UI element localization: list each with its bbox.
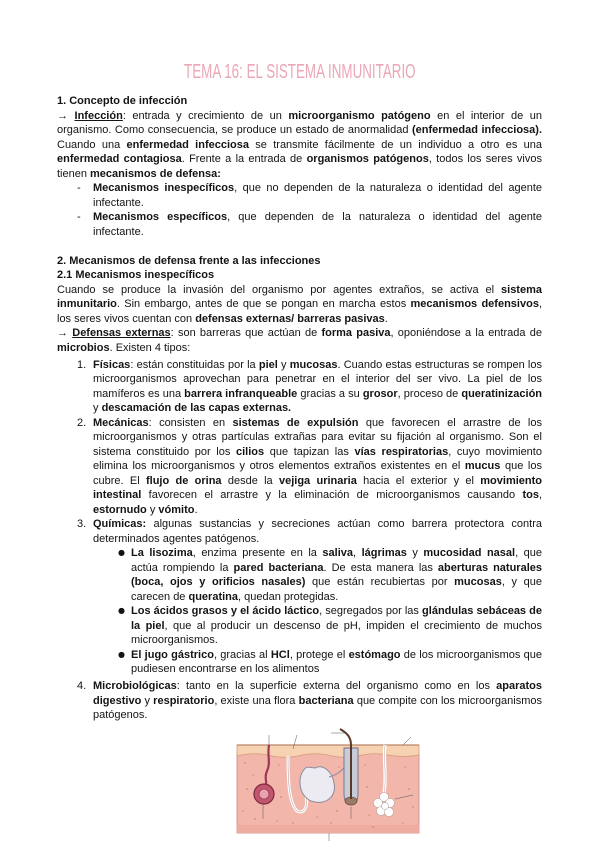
text-run: .	[384, 312, 388, 325]
text-run: hacia el exterior y el	[356, 474, 481, 487]
text-run: que están recubiertas por	[305, 576, 455, 588]
text-run: respiratorio	[153, 694, 215, 707]
text-run: y	[146, 503, 159, 516]
text-run: , protege el	[289, 648, 349, 661]
text-run: , oponiéndose a la entrada de	[390, 327, 542, 339]
list-item-text	[93, 359, 542, 415]
text-run: mucosas	[289, 358, 338, 371]
list-number: 1.	[77, 358, 87, 371]
text-run: Cuando una	[57, 138, 127, 151]
text-run: Mecanismos específicos	[93, 211, 228, 223]
text-run: . De esta manera las	[323, 561, 438, 574]
numbered-item-fisicas	[57, 358, 542, 416]
list-item-text	[93, 680, 542, 721]
sub-list-item	[57, 648, 542, 677]
text-run: Defensas externas	[72, 327, 171, 339]
text-run: Mecánicas	[93, 416, 149, 429]
text-run: saliva	[322, 547, 354, 559]
text-run: , enzima presente en la	[192, 547, 323, 559]
text-run: Los ácidos grasos y el ácido láctico	[131, 605, 320, 617]
text-run: , que actúa rompiendo la	[131, 547, 543, 574]
text-run: y	[406, 547, 424, 559]
text-run: , quedan protegidas.	[238, 590, 339, 603]
paragraph-intro	[57, 283, 542, 327]
text-run: , gracias al	[213, 648, 271, 661]
text-run: sistemas de expulsión	[232, 416, 359, 429]
text-run: bacteriana	[298, 694, 354, 707]
text-run: mecanismos de defensa:	[90, 167, 221, 180]
section-concepto-infeccion	[57, 94, 542, 239]
text-run: : consisten en	[148, 416, 233, 429]
text-run: .	[194, 503, 198, 516]
paragraph-infeccion	[57, 109, 542, 182]
text-run: descamación de las capas externas.	[101, 402, 292, 414]
text-run: vejiga urinaria	[278, 474, 357, 487]
text-run: glándulas sebáceas de la piel	[131, 605, 543, 632]
list-number: 2.	[77, 416, 87, 429]
list-item	[57, 210, 542, 239]
text-run: lágrimas	[361, 547, 407, 559]
bullet-marker: ●	[118, 606, 125, 615]
text-run: . Frente a la entrada de	[181, 153, 307, 165]
page-title-text: TEMA 16: EL SISTEMA INMUNITARIO	[184, 61, 416, 83]
text-run: y	[141, 694, 154, 707]
text-run: Microbiológicas	[93, 680, 177, 692]
text-run: : son barreras que actúan de	[170, 327, 322, 339]
text-run: , y que carecen de	[131, 576, 542, 603]
text-run: , existe una flora	[214, 694, 299, 707]
section-heading: 1. Concepto de infección	[57, 95, 188, 107]
list-item-text	[131, 547, 542, 603]
text-run: mucus	[464, 460, 501, 472]
text-run: pared bacteriana	[233, 561, 324, 574]
bullet-marker: ●	[118, 548, 125, 557]
text-run: organismos patógenos	[306, 153, 429, 165]
list-marker: -	[77, 182, 81, 194]
text-run: , segregados por las	[319, 605, 423, 617]
sweat-gland-lumen	[259, 789, 269, 799]
text-run: : tanto en la superficie externa del organismo como en los	[176, 680, 497, 692]
text-run: La lisozima	[131, 547, 193, 559]
text-run: barrera infranqueable	[184, 387, 298, 400]
text-run: sistema inmunitario	[57, 283, 542, 310]
text-run: . Cuando estas estructuras se rompen los microorganismos aprovechan para penetrar en el interior del ser vivo. La piel de los mamíferos es una	[93, 358, 542, 400]
hypodermis-layer	[237, 825, 419, 833]
text-run: mucosidad nasal	[423, 547, 516, 559]
text-run: gracias a su	[297, 387, 363, 400]
numbered-item-quimicas	[57, 517, 542, 546]
text-run: , que no dependen de la naturaleza o identidad del agente infectante.	[93, 182, 542, 209]
list-item-text	[93, 211, 542, 238]
text-run: defensas externas/ barreras pasivas	[195, 312, 385, 325]
text-run: Químicas:	[93, 518, 147, 530]
text-run: Cuando se produce la invasión del organismo por agentes extraños, se activa el	[57, 283, 502, 296]
list-item-text	[93, 518, 542, 545]
text-run: HCl	[270, 648, 290, 661]
sub-list-item	[57, 546, 542, 604]
document-body	[57, 94, 542, 723]
section-heading: 2. Mecanismos de defensa frente a las infecciones	[57, 254, 321, 267]
text-run: queratina	[188, 590, 238, 603]
text-run: El jugo gástrico	[131, 648, 214, 661]
list-item-text	[93, 417, 542, 516]
text-run: , cuyo movimiento elimina los microorganismos y otros elementos extraños existentes en el	[93, 445, 542, 472]
text-run: : entrada y crecimiento de un	[122, 109, 289, 122]
text-run: microorganismo patógeno	[288, 109, 431, 122]
text-run: aparatos digestivo	[93, 680, 542, 707]
text-run: y	[93, 402, 102, 414]
text-run: en el interior de un organismo. Como consecuencia, se produce un estado de anormalidad	[57, 109, 542, 136]
text-run: , que dependen de la naturaleza o identidad del agente infectante.	[93, 211, 542, 238]
bullet-marker: ●	[118, 649, 125, 659]
text-run: queratinización	[461, 387, 543, 400]
list-marker: -	[77, 211, 81, 223]
list-number: 4.	[77, 680, 87, 692]
text-run: , los seres vivos cuentan con	[57, 298, 542, 325]
text-run: . Sin embargo, antes de que se pongan en marcha estos	[116, 298, 411, 310]
numbered-item-microbiologicas	[57, 679, 542, 723]
text-run: →	[57, 327, 73, 339]
text-run: ,	[538, 489, 542, 501]
text-run: mucosas	[454, 576, 502, 588]
text-run: vías respiratorias	[354, 445, 449, 458]
text-run: : están constituidas por la	[130, 358, 259, 371]
text-run: forma pasiva	[321, 327, 391, 339]
text-run: tos	[522, 489, 539, 501]
text-run: Mecanismos inespecíficos	[93, 182, 235, 194]
list-item-text	[131, 605, 542, 646]
text-run: desde la	[221, 474, 279, 487]
text-run: flujo de orina	[145, 474, 222, 487]
text-run: movimiento intestinal	[93, 474, 542, 501]
list-number: 3.	[77, 518, 87, 530]
text-run: . Existen 4 tipos:	[109, 341, 191, 354]
text-run: enfermedad infecciosa	[126, 138, 249, 151]
text-run: Infección	[74, 109, 123, 122]
text-run: enfermedad contagiosa	[57, 153, 182, 165]
list-item	[57, 181, 542, 210]
sub-list-item	[57, 604, 542, 648]
skin-diagram	[233, 727, 423, 847]
text-run: que los cubre. El	[93, 460, 542, 487]
text-run: favorecen el arrastre y la eliminación de microorganismos causando	[141, 489, 523, 501]
text-run: , que al producir un descenso de pH, impiden el crecimiento de muchos microorganismos.	[131, 619, 542, 646]
text-run: estómago	[348, 648, 401, 661]
text-run: piel	[258, 358, 278, 371]
text-run: microbios	[57, 341, 110, 354]
text-run: cilios	[235, 445, 265, 458]
paragraph-defensas-externas	[57, 326, 542, 355]
list-item-text	[131, 649, 542, 676]
text-run: grosor	[362, 387, 398, 400]
text-run: , todos los seres vivos tienen	[57, 153, 542, 180]
text-run: se transmite fácilmente de un individuo a otro es una	[248, 138, 543, 151]
text-run: y	[277, 358, 290, 371]
numbered-item-mecanicas	[57, 416, 542, 518]
text-run: algunas sustancias y secreciones actúan como barrera protectora contra determinados agentes patógenos.	[93, 518, 542, 545]
text-run: mecanismos defensivos	[410, 298, 539, 310]
text-run: , proceso de	[397, 387, 462, 400]
text-run: (enfermedad infecciosa).	[411, 124, 543, 136]
text-run: de los microorganismos que pudiesen encontrarse en los alimentos	[131, 648, 543, 675]
page-title	[0, 60, 600, 84]
text-run: aberturas naturales (boca, ojos y orificios nasales)	[131, 561, 542, 588]
text-run: vómito	[158, 503, 195, 516]
text-run: que favorecen el arrastre de los microorganismos y otras partículas extrañas para evitar su fijación al organismo. Son el sistema constituido por los	[93, 416, 542, 458]
text-run: que compite con los microorganismos patógenos.	[93, 694, 542, 721]
text-run: que tapizan las	[264, 445, 355, 458]
text-run: Físicas	[93, 358, 131, 371]
text-run: →	[57, 109, 75, 122]
text-run: estornudo	[93, 503, 147, 516]
section-mecanismos-defensa	[57, 254, 542, 723]
sebaceous-gland	[300, 767, 335, 803]
list-item-text	[93, 182, 542, 209]
subsection-heading: 2.1 Mecanismos inespecíficos	[57, 269, 215, 281]
text-run: ,	[353, 547, 362, 559]
